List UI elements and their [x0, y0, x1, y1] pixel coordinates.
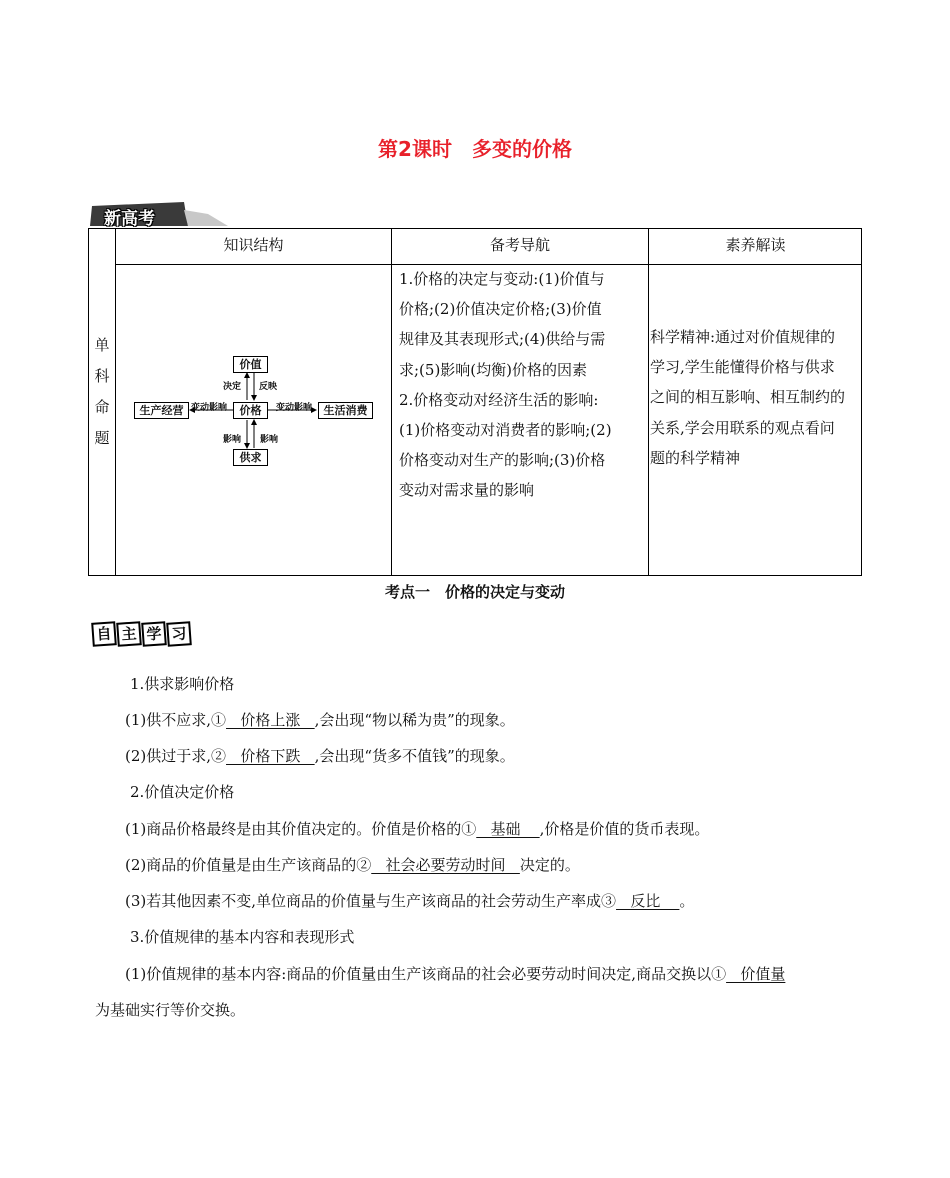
answer-blank: 价格上涨	[226, 711, 315, 729]
literacy-line: 科学精神:通过对价值规律的	[650, 328, 836, 346]
content-line-9	[125, 963, 785, 984]
guide-line: 价格;(2)价值决定价格;(3)价值	[399, 300, 602, 319]
line-prefix: (3)若其他因素不变,单位商品的价值量与生产该商品的社会劳动生产率成③	[125, 892, 617, 910]
row-label-char: 科	[94, 367, 110, 385]
diagram-label-decide: 决定	[223, 382, 242, 392]
literacy-line: 题的科学精神	[650, 448, 741, 467]
line-suffix: 。	[679, 892, 695, 910]
row-label	[89, 330, 115, 454]
diagram-node-production: 生产经营	[134, 402, 189, 419]
content-line-5	[125, 818, 709, 839]
diagram-label-influence-right: 影响	[260, 435, 279, 445]
literacy-text	[650, 322, 862, 473]
badge-char: 主	[116, 621, 142, 647]
line-suffix: 决定的。	[519, 856, 580, 874]
answer-blank: 社会必要劳动时间	[371, 856, 520, 874]
content-line-3	[125, 745, 515, 766]
literacy-line: 学习,学生能懂得价格与供求	[650, 358, 835, 377]
diagram-node-price: 价格	[233, 402, 268, 419]
guide-line: 变动对需求量的影响	[399, 481, 535, 500]
table-col-divider-2	[391, 228, 392, 576]
line-suffix: ,会出现“货多不值钱”的现象。	[314, 747, 515, 765]
banner-label: 新高考	[104, 209, 155, 229]
literacy-line: 关系,学会用联系的观点看问	[650, 418, 835, 437]
line-suffix: ,会出现“物以稀为贵”的现象。	[314, 711, 515, 729]
diagram-label-change-left: 变动影响	[191, 403, 228, 413]
content-line-1: 1.供求影响价格	[130, 675, 235, 693]
diagram-label-reflect: 反映	[259, 382, 278, 392]
guide-line: 2.价格变动对经济生活的影响:	[399, 390, 599, 409]
diagram-node-consumption: 生活消费	[318, 402, 373, 419]
self-study-badge	[92, 622, 192, 646]
guide-line: (1)价格变动对消费者的影响;(2)	[399, 421, 612, 440]
header-literacy: 素养解读	[725, 236, 786, 254]
diagram-node-value: 价值	[233, 356, 268, 373]
content-line-7	[125, 890, 694, 911]
guide-line: 求;(5)影响(均衡)价格的因素	[399, 360, 588, 379]
content-line-2	[125, 709, 515, 730]
line-prefix: (2)供过于求,②	[125, 747, 227, 765]
diagram-node-supply: 供求	[233, 449, 268, 466]
content-line-6	[125, 854, 580, 875]
line-prefix: (1)商品价格最终是由其价值决定的。价值是价格的①	[125, 820, 477, 838]
answer-blank: 反比	[616, 892, 680, 910]
line-prefix: (1)供不应求,①	[125, 711, 227, 729]
line-suffix: ,价格是价值的货币表现。	[539, 820, 710, 838]
line-prefix: (2)商品的价值量是由生产该商品的②	[125, 856, 372, 874]
guide-line: 规律及其表现形式;(4)供给与需	[399, 330, 606, 349]
badge-char: 学	[141, 621, 167, 647]
content-line-10: 为基础实行等价交换。	[95, 1001, 246, 1019]
diagram-label-influence-left: 影响	[223, 435, 242, 445]
row-label-char: 命	[94, 398, 110, 416]
guide-text	[399, 264, 649, 506]
table-col-divider-1	[115, 228, 116, 576]
diagram-label-change-right: 变动影响	[276, 403, 313, 413]
answer-blank: 价值量	[726, 965, 786, 983]
badge-char: 习	[166, 621, 192, 647]
badge-char: 自	[91, 621, 117, 647]
content-line-8: 3.价值规律的基本内容和表现形式	[130, 928, 355, 946]
content-line-4: 2.价值决定价格	[130, 783, 235, 801]
guide-line: 价格变动对生产的影响;(3)价格	[399, 451, 606, 470]
row-label-char: 题	[94, 429, 110, 447]
header-knowledge: 知识结构	[223, 236, 284, 254]
guide-line: 1.价格的决定与变动:(1)价值与	[399, 270, 605, 288]
line-prefix: (1)价值规律的基本内容:商品的价值量由生产该商品的社会必要劳动时间决定,商品交换以①	[125, 965, 727, 983]
row-label-char: 单	[94, 336, 110, 354]
answer-blank: 价格下跌	[226, 747, 315, 765]
section-title: 考点一 价格的决定与变动	[384, 583, 565, 601]
literacy-line: 之间的相互影响、相互制约的	[650, 388, 846, 407]
page-title: 第2课时 多变的价格	[378, 137, 572, 161]
header-guide: 备考导航	[489, 236, 550, 254]
answer-blank: 基础	[476, 820, 540, 838]
